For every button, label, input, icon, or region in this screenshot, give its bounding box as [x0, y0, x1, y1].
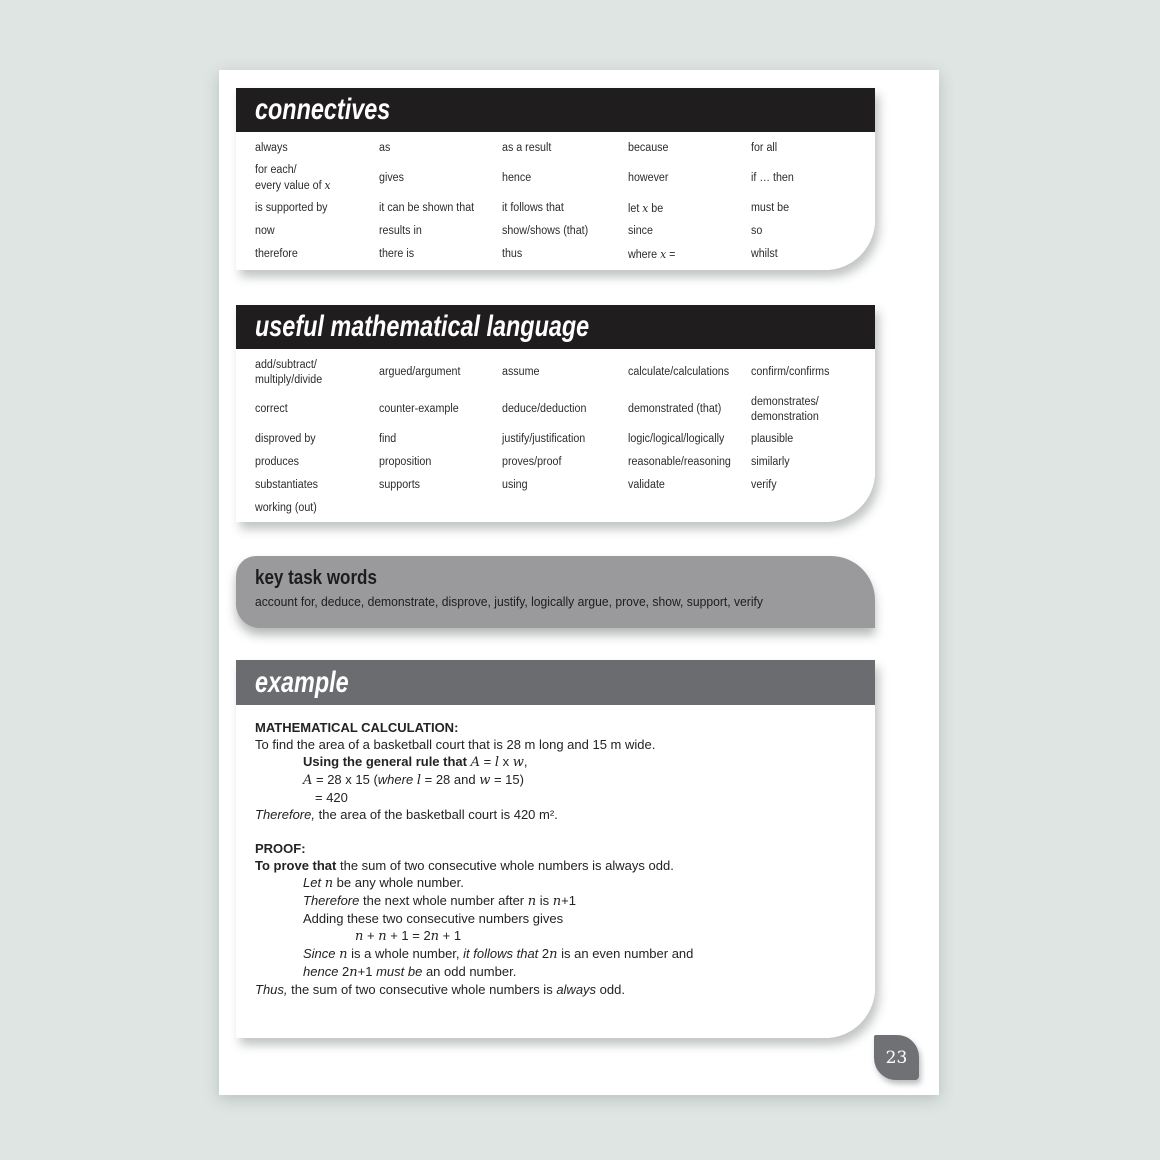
table-cell: proposition [379, 456, 432, 469]
table-cell: deduce/deduction [502, 403, 587, 416]
table-cell: as [379, 142, 391, 155]
example-line: Therefore the next whole number after n is n+1 [303, 893, 576, 909]
table-cell: supports [379, 479, 421, 492]
key-task-words-card [236, 556, 875, 628]
table-cell: confirm/confirms [751, 366, 830, 379]
example-line: n + n + 1 = 2n + 1 [355, 928, 462, 944]
example-header [236, 660, 875, 705]
example-line: Since n is a whole number, it follows that 2n is an even number and [303, 946, 694, 962]
example-line: To prove that the sum of two consecutive whole numbers is always odd. [255, 858, 674, 873]
table-cell: produces [255, 456, 300, 469]
table-row [236, 220, 875, 243]
table-cell: argued/argument [379, 366, 461, 379]
table-cell: let x be [628, 200, 664, 215]
table-cell: working (out) [255, 502, 317, 515]
table-row [236, 451, 875, 474]
table-row [236, 354, 875, 391]
table-cell: show/shows (that) [502, 225, 589, 238]
table-cell: where x = [628, 246, 676, 261]
example-line: hence 2n+1 must be an odd number. [303, 964, 517, 980]
table-row [236, 243, 875, 266]
table-cell: as a result [502, 142, 552, 155]
connectives-table [236, 132, 875, 270]
table-cell: counter-example [379, 403, 459, 416]
table-cell: whilst [751, 248, 778, 261]
example-line: Let n be any whole number. [303, 875, 464, 891]
table-cell: for all [751, 142, 778, 155]
page-number: 23 [885, 1047, 908, 1068]
table-row [236, 474, 875, 497]
table-cell: calculate/calculations [628, 366, 730, 379]
table-cell: reasonable/reasoning [628, 456, 731, 469]
table-cell: demonstrates/ demonstration [751, 395, 819, 423]
example-section-gap [255, 823, 855, 840]
table-cell: disproved by [255, 433, 316, 446]
connectives-card [236, 88, 875, 270]
example-line: Using the general rule that A = l x w, [303, 754, 528, 770]
key-task-words-list: account for, deduce, demonstrate, disprove, justify, logically argue, prove, show, support, verify [255, 595, 763, 609]
table-row [236, 160, 875, 197]
math-language-table [236, 349, 875, 522]
table-cell: now [255, 225, 275, 238]
table-row [236, 391, 875, 428]
table-cell: find [379, 433, 397, 446]
table-cell: thus [502, 248, 523, 261]
table-cell: so [751, 225, 763, 238]
table-cell: plausible [751, 433, 794, 446]
page-number-badge [874, 1035, 919, 1080]
example-line: To find the area of a basketball court that is 28 m long and 15 m wide. [255, 737, 656, 752]
table-row [236, 137, 875, 160]
math-language-header [236, 305, 875, 349]
table-cell: is supported by [255, 202, 328, 215]
example-line: Thus, the sum of two consecutive whole numbers is always odd. [255, 982, 625, 997]
table-cell: hence [502, 172, 532, 185]
table-cell: demonstrated (that) [628, 403, 722, 416]
math-language-title: useful mathematical language [255, 310, 590, 343]
key-task-words-title: key task words [255, 567, 377, 589]
table-row [236, 497, 875, 520]
table-cell: it can be shown that [379, 202, 475, 215]
example-line: MATHEMATICAL CALCULATION: [255, 720, 459, 735]
page [219, 70, 939, 1095]
connectives-header [236, 88, 875, 132]
table-cell: similarly [751, 456, 790, 469]
table-cell: results in [379, 225, 422, 238]
example-body [236, 705, 875, 1038]
table-cell: it follows that [502, 202, 564, 215]
table-cell: substantiates [255, 479, 319, 492]
table-cell: validate [628, 479, 665, 492]
table-cell: verify [751, 479, 777, 492]
table-cell: using [502, 479, 528, 492]
table-cell: therefore [255, 248, 298, 261]
table-cell: gives [379, 172, 404, 185]
table-cell: must be [751, 202, 790, 215]
table-cell: for each/ every value of x [255, 164, 331, 192]
table-cell: correct [255, 403, 288, 416]
table-cell: assume [502, 366, 540, 379]
connectives-title: connectives [255, 93, 391, 126]
table-cell: always [255, 142, 288, 155]
example-line: PROOF: [255, 841, 306, 856]
example-card [236, 660, 875, 1038]
example-line: A = 28 x 15 (where l = 28 and w = 15) [303, 772, 524, 788]
example-line: Adding these two consecutive numbers gives [303, 911, 564, 926]
table-cell: because [628, 142, 669, 155]
table-cell: justify/justification [502, 433, 586, 446]
table-cell: add/subtract/ multiply/divide [255, 358, 323, 386]
table-row [236, 428, 875, 451]
example-line: = 420 [315, 790, 348, 805]
table-row [236, 197, 875, 220]
math-language-card [236, 305, 875, 522]
table-cell: if … then [751, 172, 794, 185]
table-cell: logic/logical/logically [628, 433, 725, 446]
table-cell: however [628, 172, 669, 185]
example-line: Therefore, the area of the basketball court is 420 m². [255, 807, 558, 822]
table-cell: there is [379, 248, 415, 261]
example-title: example [255, 665, 349, 699]
table-cell: proves/proof [502, 456, 562, 469]
table-cell: since [628, 225, 653, 238]
